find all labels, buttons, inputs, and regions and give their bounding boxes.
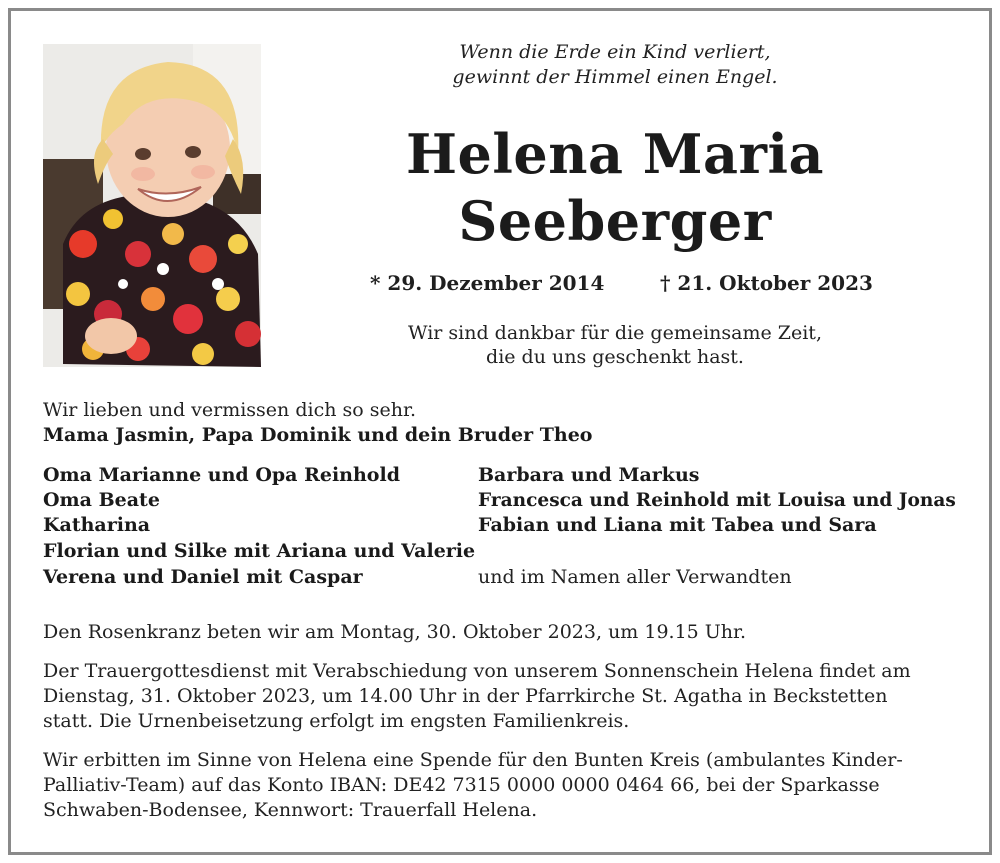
donation-notice-line-1: Wir erbitten im Sinne von Helena eine Spende für den Bunten Kreis (ambulantes Kinder- (43, 749, 903, 771)
family-left-entry: Verena und Daniel mit Caspar (43, 566, 363, 588)
family-left-entry: Florian und Silke mit Ariana und Valerie (43, 540, 476, 562)
portrait-photo (43, 44, 261, 367)
deceased-first-names: Helena Maria (405, 122, 824, 186)
gratitude-line-1: Wir sind dankbar für die gemeinsame Zeit, (408, 322, 822, 344)
death-date: † 21. Oktober 2023 (660, 271, 873, 295)
family-closing: und im Namen aller Verwandten (478, 566, 792, 588)
service-notice-line-2: Dienstag, 31. Oktober 2023, um 14.00 Uhr in der Pfarrkirche St. Agatha in Beckstetten (43, 685, 888, 707)
family-right-entry: Barbara und Markus (478, 464, 700, 486)
rosary-notice: Den Rosenkranz beten wir am Montag, 30. Oktober 2023, um 19.15 Uhr. (43, 621, 747, 643)
donation-notice-line-3: Schwaben-Bodensee, Kennwort: Trauerfall Helena. (43, 799, 538, 821)
deceased-last-name: Seeberger (458, 189, 772, 253)
birth-date: * 29. Dezember 2014 (370, 271, 605, 295)
family-parents: Mama Jasmin, Papa Dominik und dein Bruder Theo (43, 424, 593, 446)
family-right-entry: Francesca und Reinhold mit Louisa und Jonas (478, 489, 956, 511)
service-notice-line-3: statt. Die Urnenbeisetzung erfolgt im engsten Familienkreis. (43, 710, 630, 732)
gratitude-line-2: die du uns geschenkt hast. (486, 346, 744, 368)
memorial-quote-line-1: Wenn die Erde ein Kind verliert, (459, 41, 771, 63)
family-left-entry: Oma Beate (43, 489, 160, 511)
family-left-entry: Katharina (43, 514, 151, 536)
donation-notice-line-2: Palliativ-Team) auf das Konto IBAN: DE42 7315 0000 0000 0464 66, bei der Sparkasse (43, 774, 880, 796)
family-left-entry: Oma Marianne und Opa Reinhold (43, 464, 400, 486)
family-intro: Wir lieben und vermissen dich so sehr. (43, 399, 416, 421)
service-notice-line-1: Der Trauergottesdienst mit Verabschiedung von unserem Sonnenschein Helena findet am (43, 660, 911, 682)
family-right-entry: Fabian und Liana mit Tabea und Sara (478, 514, 877, 536)
memorial-quote-line-2: gewinnt der Himmel einen Engel. (452, 66, 778, 88)
